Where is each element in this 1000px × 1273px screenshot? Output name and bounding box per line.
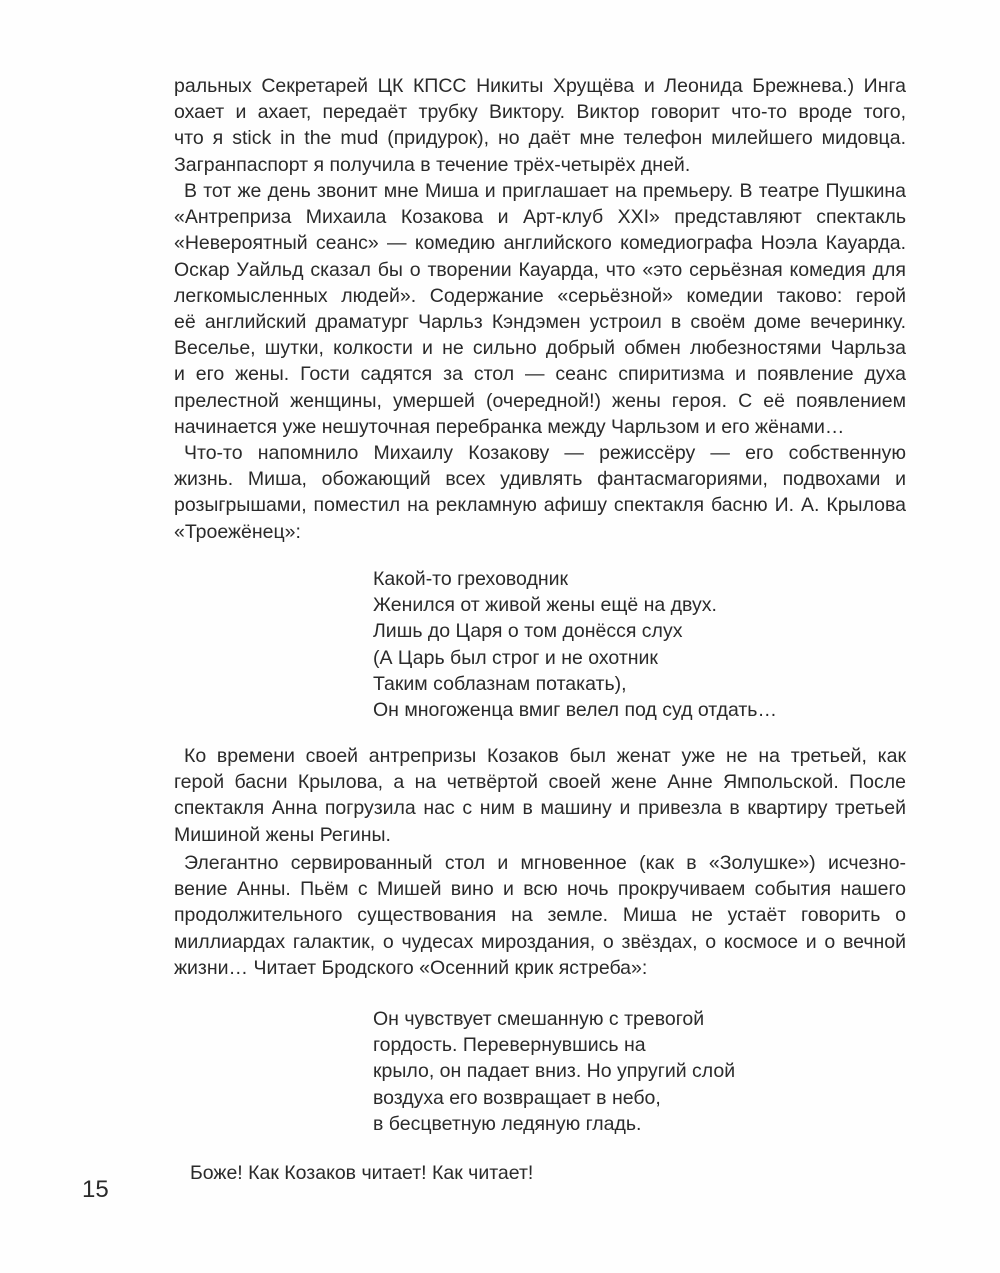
text-line: прелестной женщины, умершей (очередной!) жены героя. С её появлением	[174, 389, 906, 412]
paragraph-2	[174, 178, 906, 440]
paragraph-3	[174, 440, 906, 545]
poem-line: гордость. Перевернувшись на	[373, 1034, 646, 1057]
text-line: «Невероятный сеанс» — комедию английского комедиографа Ноэла Кауарда.	[174, 232, 906, 255]
text-line: ральных Секретарей ЦК КПСС Никиты Хрущёва и Леонида Брежнева.) Инга	[174, 75, 906, 97]
text-line: продолжительного существования на земле. Миша не устаёт говорить о	[174, 904, 906, 927]
paragraph-1	[174, 73, 906, 178]
text-line: Что-то напомнило Михаилу Козакову — режиссёру — его собственную	[184, 442, 906, 464]
poem-line: Он чувствует смешанную с тревогой	[373, 1008, 705, 1030]
text-line: жизнь. Миша, обожающий всех удивлять фантасмагориями, подвохами и	[174, 468, 906, 491]
poem-line: Женился от живой жены ещё на двух.	[373, 594, 717, 617]
text-line: жизни… Читает Бродского «Осенний крик ястреба»:	[174, 956, 648, 979]
text-line: миллиардах галактик, о чудесах мироздания, о звёздах, о космосе и о вечной	[174, 930, 906, 953]
text-line: герой басни Крылова, а на четвёртой своей жене Анне Ямпольской. После	[174, 771, 906, 794]
text-line: и его жены. Гости садятся за стол — сеанс спиритизма и появление духа	[174, 363, 906, 386]
text-line: что я stick in the mud (придурок), но даёт мне телефон милейшего мидовца.	[174, 127, 906, 150]
poem-brodsky	[373, 1006, 735, 1137]
poem-line: воздуха его возвращает в небо,	[373, 1086, 661, 1109]
poem-line: Какой-то греховодник	[373, 568, 569, 590]
text-line: Загранпаспорт я получила в течение трёх-четырёх дней.	[174, 153, 691, 176]
text-line: Мишиной жены Регины.	[174, 823, 391, 846]
text-line: Оскар Уайльд сказал бы о творении Кауарда, что «это серьёзная комедия для	[174, 258, 906, 281]
text-line: Элегантно сервированный стол и мгновенное (как в «Золушке») исчезно-	[184, 852, 906, 874]
text-line: Веселье, шутки, колкости и не сильно добрый обмен любезностями Чарльза	[174, 337, 906, 360]
text-line: начинается уже нешуточная перебранка между Чарльзом и его жёнами…	[174, 415, 845, 438]
text-line: легкомысленных людей». Содержание «серьёзной» комедии таково: герой	[174, 284, 906, 307]
paragraph-4	[174, 743, 906, 848]
poem-krylov	[373, 566, 777, 723]
poem-line: Он многоженца вмиг велел под суд отдать…	[373, 699, 777, 722]
text-line: В тот же день звонит мне Миша и приглашает на премьеру. В театре Пушкина	[184, 180, 906, 202]
poem-line: Лишь до Царя о том донёсся слух	[373, 620, 683, 643]
poem-line: Таким соблазнам потакать),	[373, 672, 627, 695]
text-line: её английский драматург Чарльз Кэндэмен устроил в своём доме вечеринку.	[174, 311, 906, 334]
poem-line: в бесцветную ледяную гладь.	[373, 1112, 642, 1135]
text-line: охает и ахает, передаёт трубку Виктору. Виктор говорит что-то вроде того,	[174, 101, 906, 124]
text-line: «Троежёнец»:	[174, 520, 301, 543]
text-line: спектакля Анна погрузила нас с ним в машину и привезла в квартиру третьей	[174, 797, 906, 820]
closing-line: Боже! Как Козаков читает! Как читает!	[190, 1162, 534, 1184]
text-line: «Антреприза Михаила Козакова и Арт-клуб XXI» представляют спектакль	[174, 206, 906, 229]
paragraph-5	[174, 850, 906, 981]
poem-line: (А Царь был строг и не охотник	[373, 646, 658, 669]
page-number: 15	[82, 1176, 109, 1203]
text-line: вение Анны. Пьём с Мишей вино и всю ночь прокручиваем события нашего	[174, 878, 906, 901]
text-line: розыгрышами, поместил на рекламную афишу спектакля басню И. А. Крылова	[174, 494, 906, 517]
poem-line: крыло, он падает вниз. Но упругий слой	[373, 1060, 736, 1083]
text-line: Ко времени своей антрепризы Козаков был женат уже не на третьей, как	[184, 745, 906, 767]
